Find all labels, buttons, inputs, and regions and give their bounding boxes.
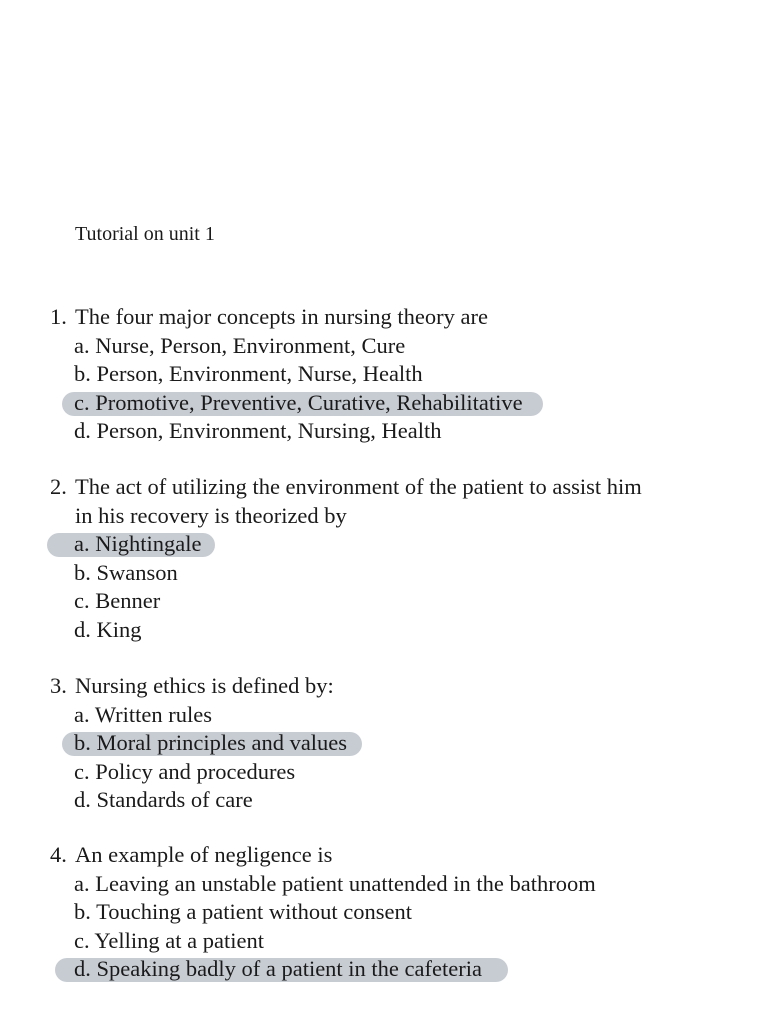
question-stem <box>50 841 690 870</box>
question-number: 4. <box>50 842 67 867</box>
answer-option-a[interactable] <box>50 332 690 361</box>
question-stem <box>50 473 690 530</box>
answer-option-b[interactable] <box>50 898 690 927</box>
question-number: 3. <box>50 673 67 698</box>
answer-option-a[interactable] <box>50 870 690 899</box>
question-4 <box>50 841 690 984</box>
answer-option-text: c. Promotive, Preventive, Curative, Rehabilitative <box>74 389 523 415</box>
question-stem <box>50 303 690 332</box>
answer-option-d[interactable] <box>50 417 690 446</box>
answer-option-text: b. Swanson <box>74 559 178 585</box>
answer-option-d-highlighted[interactable] <box>50 955 690 984</box>
answer-option-text: a. Nurse, Person, Environment, Cure <box>74 332 406 358</box>
question-stem <box>50 672 690 701</box>
question-text: The act of utilizing the environment of the patient to assist him <box>75 474 642 499</box>
answer-option-text: b. Touching a patient without consent <box>74 899 412 924</box>
answer-option-text: d. Person, Environment, Nursing, Health <box>74 418 442 443</box>
question-number: 2. <box>50 474 67 499</box>
answer-option-c[interactable] <box>50 927 690 956</box>
question-text: The four major concepts in nursing theory are <box>75 304 488 329</box>
answer-options <box>50 332 690 446</box>
document-title: Tutorial on unit 1 <box>75 223 215 245</box>
question-text: Nursing ethics is defined by: <box>75 673 334 698</box>
answer-option-text: d. Standards of care <box>74 787 253 812</box>
answer-option-text: d. Speaking badly of a patient in the cafeteria <box>74 956 482 981</box>
question-2 <box>50 473 690 644</box>
answer-option-text: b. Person, Environment, Nurse, Health <box>74 361 423 386</box>
answer-option-text: b. Moral principles and values <box>74 730 348 755</box>
answer-option-text: d. King <box>74 616 142 642</box>
question-text: An example of negligence is <box>75 842 333 867</box>
question-number: 1. <box>50 304 67 329</box>
answer-option-b-highlighted[interactable] <box>50 729 690 758</box>
answer-option-text: c. Policy and procedures <box>74 758 296 784</box>
answer-options <box>50 870 690 984</box>
answer-option-a[interactable] <box>50 701 690 730</box>
answer-option-text: c. Yelling at a patient <box>74 927 264 953</box>
answer-options <box>50 701 690 815</box>
question-1 <box>50 303 690 446</box>
answer-option-b[interactable] <box>50 360 690 389</box>
answer-option-d[interactable] <box>50 616 690 645</box>
answer-option-c[interactable] <box>50 587 690 616</box>
answer-option-text: a. Leaving an unstable patient unattended in the bathroom <box>74 870 596 896</box>
answer-option-text: c. Benner <box>74 588 161 613</box>
answer-options <box>50 530 690 644</box>
question-3 <box>50 672 690 815</box>
answer-option-text: a. Written rules <box>74 701 213 727</box>
answer-option-d[interactable] <box>50 786 690 815</box>
answer-option-b[interactable] <box>50 559 690 588</box>
answer-option-text: a. Nightingale <box>74 531 202 556</box>
answer-option-c-highlighted[interactable] <box>50 389 690 418</box>
answer-option-c[interactable] <box>50 758 690 787</box>
question-text-continued: in his recovery is theorized by <box>75 502 347 528</box>
answer-option-a-highlighted[interactable] <box>50 530 690 559</box>
